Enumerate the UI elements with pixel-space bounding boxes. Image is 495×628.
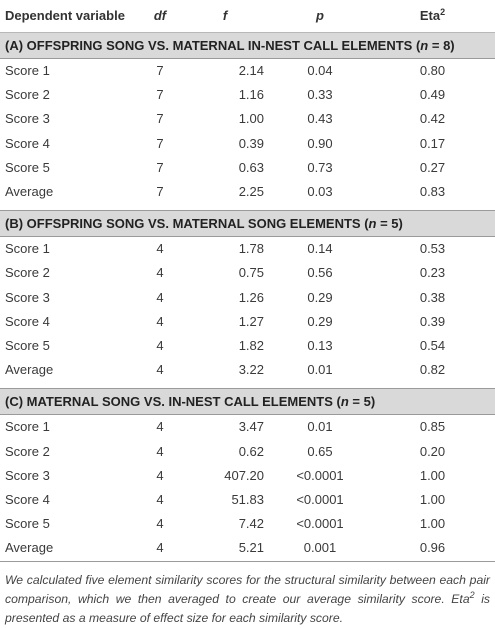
cell-df: 4 <box>156 419 164 435</box>
section-header-row <box>0 389 495 415</box>
cell-eta: 0.49 <box>419 87 446 103</box>
table-row <box>0 536 495 561</box>
cell-dependent-variable: Score 4 <box>5 313 50 329</box>
cell-df: 4 <box>156 241 164 257</box>
cell-eta: 0.53 <box>419 241 446 257</box>
cell-p: 0.001 <box>270 536 370 561</box>
cell-p: <0.0001 <box>296 516 344 532</box>
table-row <box>0 59 495 84</box>
section-title-suffix: = 8) <box>428 38 455 53</box>
section-title <box>0 211 495 237</box>
header-eta-superscript: 2 <box>440 7 446 17</box>
table-row <box>0 156 495 180</box>
cell-df: 7 <box>156 184 164 200</box>
cell-df: 4 <box>156 467 164 483</box>
footnote-superscript: 2 <box>469 589 475 600</box>
header-eta-label: Eta <box>419 8 441 23</box>
table-header-row <box>0 0 495 33</box>
cell-eta: 0.83 <box>419 184 446 200</box>
table-row <box>0 107 495 131</box>
cell-dependent-variable: Score 5 <box>5 516 50 532</box>
cell-f: 1.78 <box>238 241 264 257</box>
cell-f: 1.00 <box>238 111 264 127</box>
table-body <box>0 33 495 562</box>
cell-eta: 0.39 <box>419 313 446 329</box>
cell-dependent-variable: Score 5 <box>5 338 50 354</box>
table-row <box>0 464 495 488</box>
table-row <box>0 334 495 358</box>
cell-p: 0.03 <box>307 184 333 200</box>
cell-dependent-variable: Average <box>5 362 54 378</box>
cell-dependent-variable: Score 3 <box>5 467 50 483</box>
cell-eta: 0.85 <box>419 419 446 435</box>
cell-eta: 0.96 <box>370 536 495 561</box>
cell-p: 0.90 <box>307 135 333 151</box>
section-title-n: n <box>340 394 349 410</box>
cell-p: <0.0001 <box>296 492 344 508</box>
cell-f: 1.27 <box>238 313 264 329</box>
table-row <box>0 286 495 310</box>
cell-df: 4 <box>156 516 164 532</box>
section-title-suffix: = 5) <box>348 394 376 410</box>
cell-p: 0.65 <box>307 443 333 459</box>
cell-p: 0.33 <box>307 87 333 103</box>
cell-eta: 0.20 <box>419 443 446 459</box>
section-title <box>0 33 495 59</box>
table-row <box>0 358 495 382</box>
cell-p: 0.73 <box>307 159 333 175</box>
cell-f: 0.39 <box>238 135 264 151</box>
cell-eta: 0.27 <box>419 159 446 175</box>
header-df: df <box>140 0 180 33</box>
cell-p: 0.13 <box>307 338 333 354</box>
table-row <box>0 488 495 512</box>
footnote-text-b: is presented as a measure of effect size for each similarity score. <box>5 591 491 625</box>
cell-f: 1.82 <box>238 338 264 354</box>
cell-f: 2.14 <box>238 63 264 78</box>
cell-p: 0.01 <box>307 362 333 378</box>
cell-f: 0.63 <box>238 159 264 175</box>
section-title-n: n <box>420 38 429 53</box>
cell-df: 4 <box>156 289 164 305</box>
section-header-row <box>0 211 495 237</box>
cell-f: 0.75 <box>238 265 264 281</box>
cell-dependent-variable: Score 1 <box>5 241 50 257</box>
cell-df: 4 <box>156 443 164 459</box>
cell-f: 2.25 <box>238 184 264 200</box>
cell-eta: 0.80 <box>419 63 446 78</box>
cell-dependent-variable: Score 1 <box>5 63 50 78</box>
cell-p: 0.29 <box>307 289 333 305</box>
cell-f: 5.21 <box>180 536 270 561</box>
cell-dependent-variable: Average <box>0 536 140 561</box>
cell-f: 7.42 <box>238 516 264 532</box>
cell-dependent-variable: Score 5 <box>5 159 50 175</box>
cell-dependent-variable: Score 2 <box>5 443 50 459</box>
cell-df: 7 <box>156 111 164 127</box>
cell-p: 0.14 <box>307 241 333 257</box>
table-row <box>0 415 495 440</box>
cell-p: 0.29 <box>307 313 333 329</box>
cell-f: 3.22 <box>238 362 264 378</box>
header-p: p <box>270 0 370 33</box>
cell-dependent-variable: Score 1 <box>5 419 50 435</box>
cell-df: 4 <box>156 313 164 329</box>
cell-p: 0.56 <box>307 265 333 281</box>
cell-eta: 0.17 <box>419 135 446 151</box>
cell-eta: 0.82 <box>419 362 446 378</box>
section-title <box>0 389 495 415</box>
cell-p: 0.04 <box>307 63 333 78</box>
cell-f: 1.26 <box>238 289 264 305</box>
table-row <box>0 180 495 204</box>
cell-f: 3.47 <box>238 419 264 435</box>
cell-eta: 0.54 <box>419 338 446 354</box>
cell-f: 51.83 <box>231 492 264 508</box>
cell-dependent-variable: Score 3 <box>5 111 50 127</box>
cell-eta: 0.23 <box>419 265 446 281</box>
header-f: f <box>180 0 270 33</box>
cell-dependent-variable: Score 4 <box>5 135 50 151</box>
header-dependent-variable: Dependent variable <box>0 0 140 33</box>
table-row <box>0 310 495 334</box>
cell-dependent-variable: Score 3 <box>5 289 50 305</box>
cell-f: 407.20 <box>224 467 264 483</box>
cell-df: 7 <box>156 87 164 103</box>
cell-df: 4 <box>140 536 180 561</box>
section-title-prefix: (B) OFFSPRING SONG VS. MATERNAL SONG ELEMENTS ( <box>5 216 369 232</box>
cell-df: 7 <box>156 63 164 78</box>
cell-df: 4 <box>156 492 164 508</box>
section-header-row <box>0 33 495 59</box>
cell-eta: 1.00 <box>419 467 446 483</box>
cell-eta: 1.00 <box>419 516 446 532</box>
cell-p: 0.43 <box>307 111 333 127</box>
cell-dependent-variable: Average <box>5 184 54 200</box>
table-row <box>0 132 495 156</box>
cell-dependent-variable: Score 4 <box>5 492 50 508</box>
table-row <box>0 512 495 536</box>
cell-dependent-variable: Score 2 <box>5 87 50 103</box>
table-row <box>0 440 495 464</box>
cell-df: 7 <box>156 159 164 175</box>
cell-p: <0.0001 <box>296 467 344 483</box>
section-title-suffix: = 5) <box>376 216 403 232</box>
cell-f: 0.62 <box>238 443 264 459</box>
footnote-text-a: We calculated five element similarity scores for the structural similarity between each pair comparison, which we then averaged to create our average similarity score. Eta <box>5 572 490 606</box>
header-eta <box>370 0 495 33</box>
cell-df: 7 <box>156 135 164 151</box>
table-row <box>0 83 495 107</box>
cell-eta: 0.42 <box>419 111 446 127</box>
table-footnote <box>0 562 495 628</box>
cell-eta: 1.00 <box>419 492 446 508</box>
cell-df: 4 <box>156 362 164 378</box>
cell-df: 4 <box>156 338 164 354</box>
cell-df: 4 <box>156 265 164 281</box>
cell-eta: 0.38 <box>419 289 446 305</box>
section-title-prefix: (C) MATERNAL SONG VS. IN-NEST CALL ELEMENTS ( <box>5 394 341 410</box>
table-row <box>0 237 495 262</box>
section-title-prefix: (A) OFFSPRING SONG VS. MATERNAL IN-NEST CALL ELEMENTS ( <box>5 38 421 53</box>
table-row <box>0 261 495 285</box>
cell-p: 0.01 <box>307 419 333 435</box>
cell-dependent-variable: Score 2 <box>5 265 50 281</box>
section-title-n: n <box>368 216 377 232</box>
cell-f: 1.16 <box>238 87 264 103</box>
